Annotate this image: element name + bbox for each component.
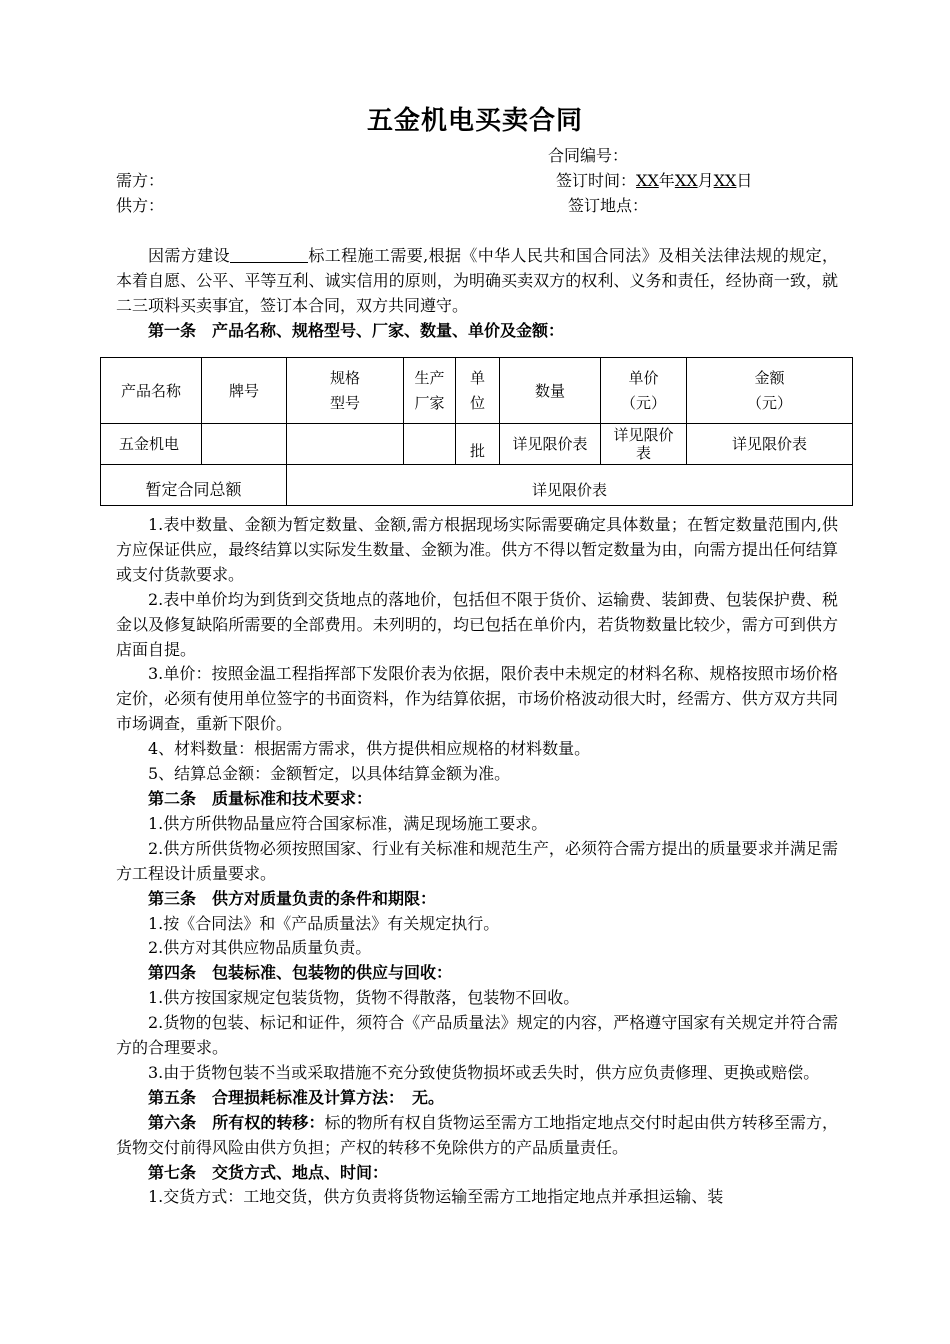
header-product-name: 产品名称 (101, 358, 202, 424)
header-maker-line1: 生产 (414, 369, 445, 387)
intro-text-1: 因需方建设 (148, 246, 230, 265)
total-label: 暂定合同总额 (101, 465, 287, 506)
article-1-note: 1.表中数量、金额为暂定数量、金额,需方根据现场实际需要确定具体数量；在暂定数量范围内,供方应保证供应，最终结算以实际发生数量、金额为准。供方不得以暂定数量为由，向需方提出任何结算或支付货款要求。 (116, 515, 838, 584)
article-1-heading: 第一条 产品名称、规格型号、厂家、数量、单价及金额： (148, 320, 565, 340)
table-row (101, 424, 853, 465)
header-amount-line1: 金额 (754, 369, 785, 387)
table-header-row (101, 358, 853, 424)
header-price-line1: 单价 (628, 369, 659, 387)
article-7-heading: 第七条 交货方式、地点、时间： (148, 1162, 389, 1182)
article-3-heading: 第三条 供方对质量负责的条件和期限： (148, 888, 437, 908)
project-name-blank (230, 244, 308, 263)
sign-day: XX (713, 171, 737, 190)
intro-paragraph (116, 244, 838, 319)
cell-brand (202, 424, 287, 465)
article-6-heading: 第六条 所有权的转移： (148, 1112, 325, 1132)
article-1-note: 4、材料数量：根据需方需求，供方提供相应规格的材料数量。 (148, 739, 591, 759)
header-unit-line2: 位 (469, 394, 485, 412)
header-unit-line1: 单 (469, 369, 485, 387)
year-unit: 年 (658, 171, 675, 190)
supplier-label: 供方： (116, 196, 165, 215)
header-amount-line2: （元） (746, 394, 792, 412)
header-maker (404, 358, 456, 424)
document-title: 五金机电买卖合同 (366, 106, 583, 136)
article-6-text: 标的物所有权自货物运至需方工地指定地点交付时起由供方转移至需方，货物交付前得风险由供方负担；产权的转移不免除供方的产品质量责任。 (116, 1112, 838, 1157)
header-unit-price (601, 358, 687, 424)
header-quantity: 数量 (500, 358, 601, 424)
article-1-note: 3.单价：按照金温工程指挥部下发限价表为依据，限价表中未规定的材料名称、规格按照市场价格定价，必须有使用单位签字的书面资料，作为结算依据，市场价格波动很大时，经需方、供方双方共同市场调查，重新下限价。 (116, 664, 838, 734)
cell-unit-price: 详见限价表 (601, 424, 687, 465)
article-1-note: 5、结算总金额：金额暂定，以具体结算金额为准。 (148, 764, 511, 784)
product-table (100, 357, 853, 506)
cell-maker (404, 424, 456, 465)
article-3-item: 2.供方对其供应物品质量负责。 (148, 938, 372, 958)
article-7-item: 1.交货方式：工地交货，供方负责将货物运输至需方工地指定地点并承担运输、装 (148, 1187, 724, 1207)
article-4-item: 2.货物的包装、标记和证件，须符合《产品质量法》规定的内容，严格遵守国家有关规定并符合需方的合理要求。 (116, 1013, 838, 1058)
contract-number-label: 合同编号： (548, 146, 629, 165)
header-amount (687, 358, 853, 424)
article-4-item: 1.供方按国家规定包装货物，货物不得散落，包装物不回收。 (148, 988, 580, 1008)
cell-unit: 批 (456, 424, 500, 465)
header-unit (456, 358, 500, 424)
article-2-item: 2.供方所供货物必须按照国家、行业有关标准和规范生产，必须符合需方提出的质量要求并满足需方工程设计质量要求。 (116, 838, 838, 883)
sign-year: XX (636, 171, 659, 190)
sign-month: XX (674, 171, 698, 190)
article-2-item: 1.供方所供物品量应符合国家标准，满足现场施工要求。 (148, 813, 548, 833)
month-unit: 月 (697, 171, 714, 190)
total-value: 详见限价表 (287, 465, 853, 506)
header-spec-line2: 型号 (329, 394, 360, 412)
cell-product-name: 五金机电 (101, 424, 202, 465)
cell-spec (287, 424, 404, 465)
contract-articles (116, 513, 838, 1210)
article-3-item: 1.按《合同法》和《产品质量法》有关规定执行。 (148, 913, 500, 933)
article-2-heading: 第二条 质量标准和技术要求： (148, 788, 373, 808)
intro-section (116, 244, 838, 344)
table-total-row (101, 465, 853, 506)
intro-text-2: 标工程施工需要,根据《中华人民共和国合同法》及相关法律法规的规定，本着自愿、公平、平等互利、诚实信用的原则，为明确买卖双方的权利、义务和责任，经协商一致，就二三项料买卖事宜，签订本合同，双方共同遵守。 (116, 246, 838, 315)
article-5-heading: 第五条 合理损耗标准及计算方法： 无。 (148, 1087, 445, 1107)
sign-time-label: 签订时间： (556, 171, 637, 190)
header-price-line2: （元） (620, 394, 666, 412)
header-brand: 牌号 (202, 358, 287, 424)
sign-time (556, 169, 752, 193)
cell-quantity: 详见限价表 (500, 424, 601, 465)
article-4-heading: 第四条 包装标准、包装物的供应与回收： (148, 963, 453, 983)
article-6 (116, 1111, 838, 1161)
article-1-note: 2.表中单价均为到货到交货地点的落地价，包括但不限于货价、运输费、装卸费、包装保护费、税金以及修复缺陷所需要的全部费用。未列明的，均已包括在单价内，若货物数量比较少，需方可到供方店面自提。 (116, 589, 838, 659)
buyer-label: 需方： (116, 171, 165, 190)
header-spec (287, 358, 404, 424)
sign-place-label: 签订地点： (568, 196, 649, 215)
cell-amount: 详见限价表 (687, 424, 853, 465)
header-spec-line1: 规格 (329, 369, 360, 387)
header-maker-line2: 厂家 (414, 394, 445, 412)
article-4-item: 3.由于货物包装不当或采取措施不充分致使货物损坏或丢失时，供方应负责修理、更换或赔偿。 (148, 1062, 820, 1082)
day-unit: 日 (736, 171, 753, 190)
